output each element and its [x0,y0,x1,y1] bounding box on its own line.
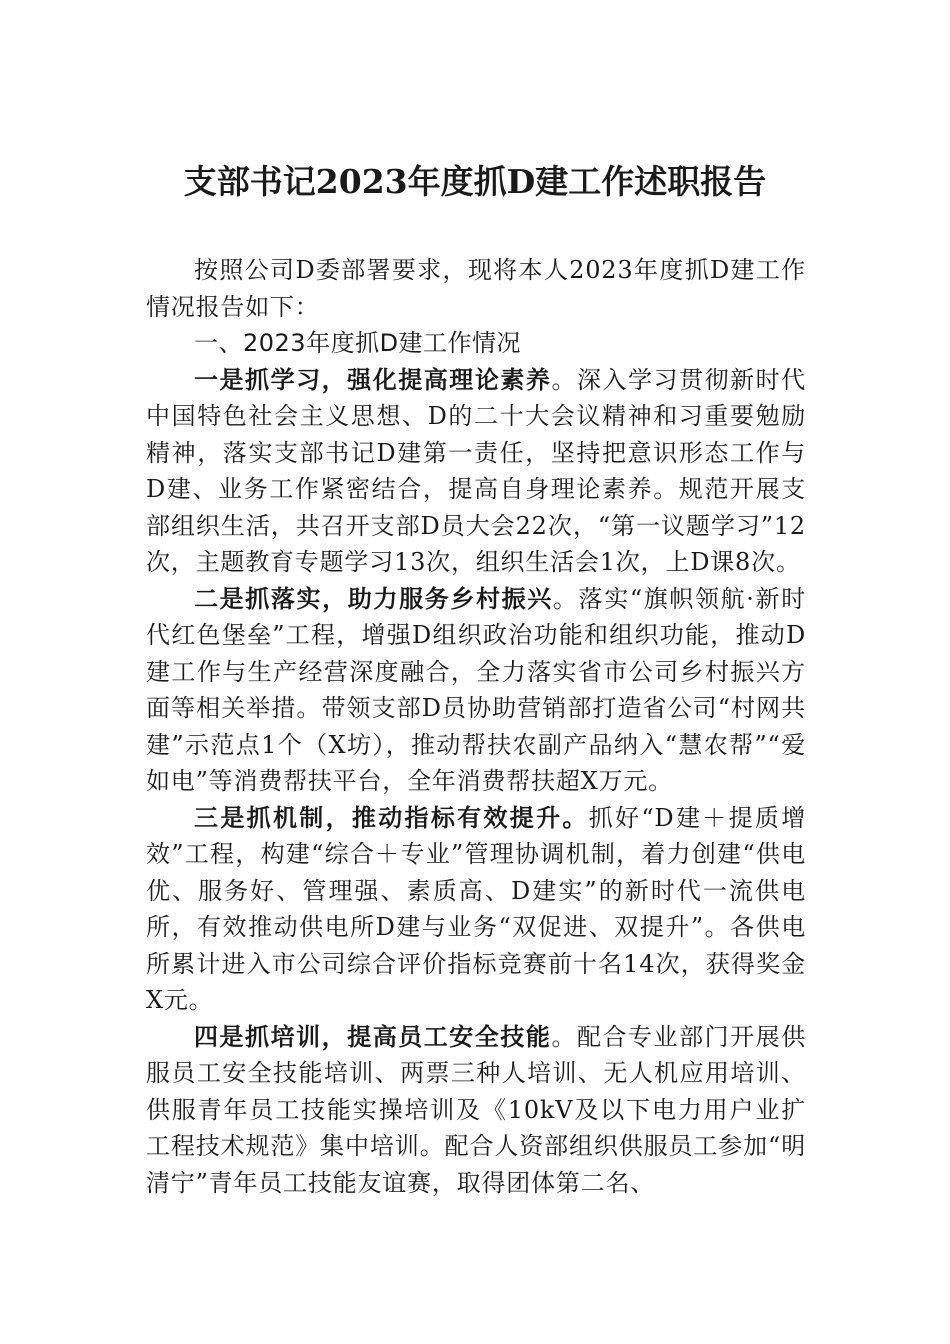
item-lead: 一是抓学习，强化提高理论素养 [194,364,552,394]
intro-paragraph: 按照公司D委部署要求，现将本人2023年度抓D建工作情况报告如下： [146,256,806,321]
item-text: 。深入学习贯彻新时代中国特色社会主义思想、D的二十大会议精神和习重要勉励精神，落实支部书记D建第一责任，坚持把意识形态工作与D建、业务工作紧密结合，提高自身理论素养。规范开展支部组织生活，共召开支部D员大会22次，“第一议题学习”12次，主题教育专题学习13次，组织生活会1次，上D课8次。 [146,365,807,576]
item-paragraph-2 [146,581,806,800]
item-lead: 二是抓落实，助力服务乡村振兴 [194,583,553,613]
item-text: 抓好“D建＋提质增效”工程，构建“综合＋专业”管理协调机制，着力创建“供电优、服务好、管理强、素质高、D建实”的新时代一流供电所，有效推动供电所D建与业务“双促进、双提升”。各供电所累计进入市公司综合评价指标竞赛前十名14次，获得奖金X元。 [146,803,807,1014]
item-text: 。配合专业部门开展供服员工安全技能培训、两票三种人培训、无人机应用培训、供服青年员工技能实操培训及《10kV及以下电力用户业扩工程技术规范》集中培训。配合人资部组织供服员工参加“明清宁”青年员工技能友谊赛，取得团体第二名、 [146,1022,807,1197]
document-body [146,252,806,1201]
section-heading: 一、2023年度抓D建工作情况 [194,329,522,357]
item-lead: 四是抓培训，提高员工安全技能 [194,1021,552,1051]
document-title: 支部书记2023年度抓D建工作述职报告 [183,162,767,201]
item-paragraph-4 [146,1019,806,1202]
item-text: 。落实“旗帜领航·新时代红色堡垒”工程，增强D组织政治功能和组织功能，推动D建工作与生产经营深度融合，全力落实省市公司乡村振兴方面等相关举措。带领支部D员协助营销部打造省公司“村网共建”示范点1个（X坊），推动帮扶农副产品纳入“慧农帮”“爱如电”等消费帮扶平台，全年消费帮扶超X万元。 [146,584,806,795]
item-lead: 三是抓机制，推动指标有效提升。 [194,802,589,832]
item-paragraph-1 [146,362,806,581]
item-paragraph-3 [146,800,806,1019]
